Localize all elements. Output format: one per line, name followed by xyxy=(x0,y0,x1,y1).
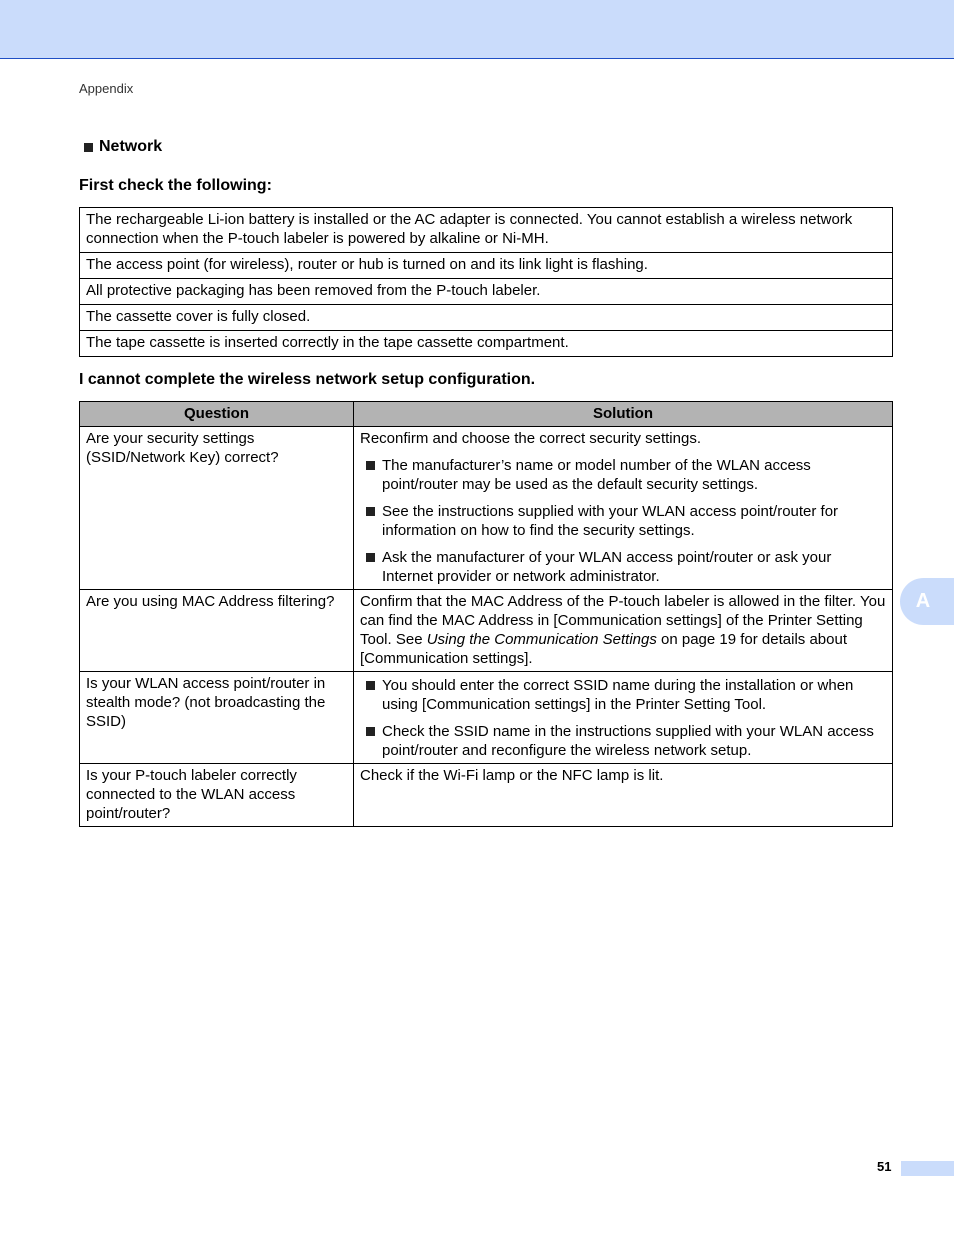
list-item xyxy=(360,676,886,714)
check-item: The tape cassette is inserted correctly in the tape cassette compartment. xyxy=(80,331,893,357)
square-bullet-icon xyxy=(366,681,375,690)
first-check-heading: First check the following: xyxy=(79,177,272,194)
table-header-row xyxy=(80,402,893,427)
table-row xyxy=(80,764,893,827)
section-title-text: Network xyxy=(99,138,163,155)
list-item xyxy=(360,548,886,586)
solution-cell xyxy=(354,672,893,764)
question-cell: Are your security settings (SSID/Network Key) correct? xyxy=(80,427,354,590)
list-item-text: Ask the manufacturer of your WLAN access point/router or ask your Internet provider or network administrator. xyxy=(382,549,832,585)
solution-cell: Check if the Wi-Fi lamp or the NFC lamp is lit. xyxy=(354,764,893,827)
square-bullet-icon xyxy=(84,143,93,152)
table-row xyxy=(80,279,893,305)
square-bullet-icon xyxy=(366,507,375,516)
solution-cell xyxy=(354,590,893,672)
solution-cell xyxy=(354,427,893,590)
square-bullet-icon xyxy=(366,461,375,470)
page-number: 51 xyxy=(877,1159,892,1174)
list-item xyxy=(360,502,886,540)
table-row xyxy=(80,590,893,672)
list-item-text: The manufacturer’s name or model number of the WLAN access point/router may be used as the default security settings. xyxy=(382,457,811,493)
cross-reference-link[interactable]: Using the Communication Settings xyxy=(426,631,657,648)
list-item-text: You should enter the correct SSID name during the installation or when using [Communication settings] in the Printer Setting Tool. xyxy=(382,677,854,713)
first-check-table xyxy=(79,207,893,357)
list-item-text: See the instructions supplied with your WLAN access point/router for information on how to find the security settings. xyxy=(382,503,839,539)
table-row xyxy=(80,208,893,253)
solution-text: on page 19 for details about [Communication settings]. xyxy=(360,631,847,667)
question-column-header: Question xyxy=(80,402,354,427)
table-row xyxy=(80,331,893,357)
solution-text: Confirm that the MAC Address of the P-touch labeler is allowed in the filter. You can find the MAC Address in [Communication settings] of the Printer Setting Tool. See xyxy=(360,593,886,648)
table-row xyxy=(80,427,893,590)
square-bullet-icon xyxy=(366,553,375,562)
list-item-text: Check the SSID name in the instructions supplied with your WLAN access point/router and reconfigure the wireless network setup. xyxy=(382,723,874,759)
check-item: The rechargeable Li-ion battery is installed or the AC adapter is connected. You cannot establish a wireless network connection when the P-touch labeler is powered by alkaline or Ni-MH. xyxy=(80,208,893,253)
square-bullet-icon xyxy=(366,727,375,736)
header-band xyxy=(0,0,954,59)
question-cell: Is your WLAN access point/router in stealth mode? (not broadcasting the SSID) xyxy=(80,672,354,764)
table-row xyxy=(80,305,893,331)
list-item xyxy=(360,722,886,760)
page-number-bar xyxy=(901,1161,954,1176)
question-cell: Is your P-touch labeler correctly connected to the WLAN access point/router? xyxy=(80,764,354,827)
table-row xyxy=(80,672,893,764)
question-cell: Are you using MAC Address filtering? xyxy=(80,590,354,672)
section-title xyxy=(84,138,162,156)
table-row xyxy=(80,253,893,279)
appendix-side-tab: A xyxy=(900,578,954,625)
check-item: The access point (for wireless), router or hub is turned on and its link light is flashing. xyxy=(80,253,893,279)
solution-column-header: Solution xyxy=(354,402,893,427)
question-solution-table xyxy=(79,401,893,827)
solution-intro: Reconfirm and choose the correct security settings. xyxy=(360,430,701,447)
list-item xyxy=(360,456,886,494)
check-item: All protective packaging has been removed from the P-touch labeler. xyxy=(80,279,893,305)
running-head: Appendix xyxy=(79,81,134,96)
check-item: The cassette cover is fully closed. xyxy=(80,305,893,331)
wireless-setup-heading: I cannot complete the wireless network setup configuration. xyxy=(79,371,536,388)
